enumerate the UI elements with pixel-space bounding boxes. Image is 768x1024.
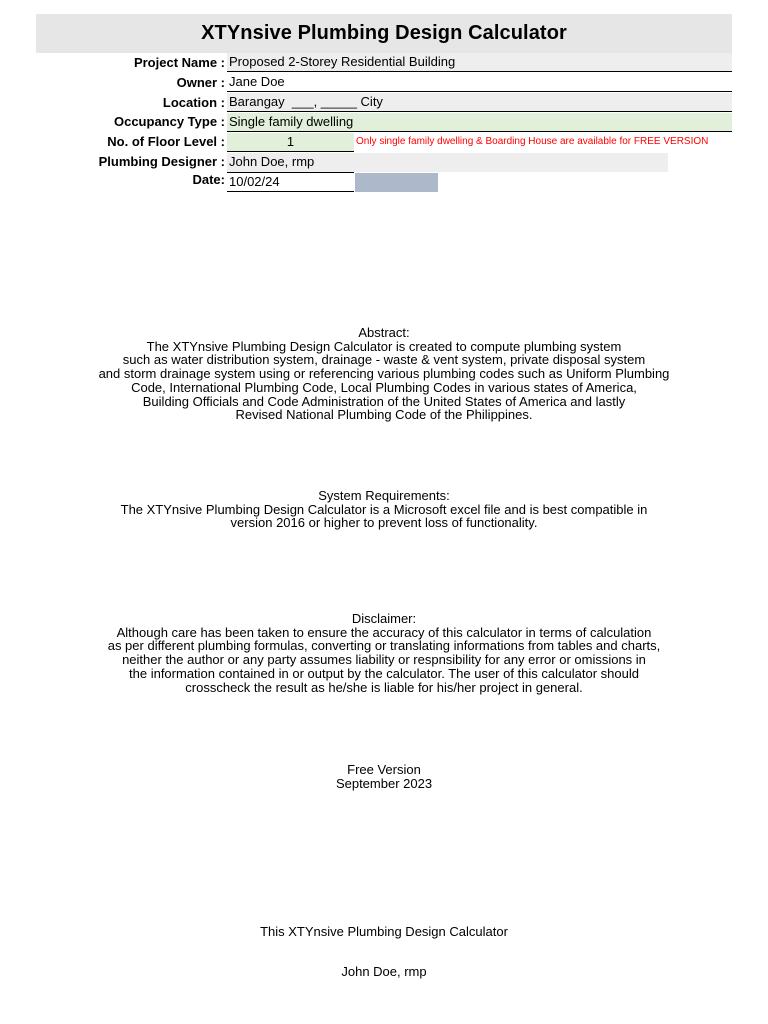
requirements-line: The XTYnsive Plumbing Design Calculator is a Microsoft excel file and is best compatible in <box>120 501 648 517</box>
plumbing-designer-label: Plumbing Designer : <box>98 154 225 169</box>
abstract-line: The XTYnsive Plumbing Design Calculator is created to compute plumbing system <box>146 338 622 354</box>
plumbing-designer-field[interactable]: John Doe, rmp <box>227 153 668 172</box>
version-label: Free Version <box>347 762 421 777</box>
occupancy-type-field[interactable]: Single family dwelling <box>227 113 732 132</box>
disclaimer-heading: Disclaimer: <box>351 611 417 626</box>
project-name-field[interactable]: Proposed 2-Storey Residential Building <box>227 53 732 72</box>
footer-line: This XTYnsive Plumbing Design Calculator <box>260 924 508 939</box>
project-name-label: Project Name : <box>133 55 225 70</box>
disclaimer-line: Although care has been taken to ensure the accuracy of this calculator in terms of calculation <box>116 624 652 640</box>
abstract-line: Revised National Plumbing Code of the Philippines. <box>235 407 533 423</box>
abstract-section <box>0 326 768 422</box>
owner-field[interactable]: Jane Doe <box>227 73 732 92</box>
requirements-heading: System Requirements: <box>318 488 450 503</box>
abstract-line: Building Officials and Code Administration of the United States of America and lastly <box>142 393 626 409</box>
abstract-heading: Abstract: <box>358 325 410 340</box>
version-date: September 2023 <box>335 775 433 791</box>
abstract-line: and storm drainage system using or referencing various plumbing codes such as Uniform Plumbing <box>98 366 670 382</box>
date-label: Date: <box>192 172 225 187</box>
date-side-cell <box>355 173 438 192</box>
disclaimer-line: neither the author or any party assumes liability or respnsibility for any error or omissions in <box>122 652 646 668</box>
footer-author <box>0 965 768 979</box>
requirements-line: version 2016 or higher to prevent loss of functionality. <box>230 515 538 531</box>
free-version-note: Only single family dwelling & Boarding House are available for FREE VERSION <box>356 136 709 147</box>
title-bar <box>36 14 732 53</box>
location-field[interactable]: Barangay ___, _____ City <box>227 93 732 112</box>
disclaimer-section <box>0 612 768 694</box>
floor-level-field[interactable]: 1 <box>227 133 354 152</box>
version-section <box>0 763 768 790</box>
abstract-line: such as water distribution system, drainage - waste & vent system, private disposal system <box>122 352 646 368</box>
occupancy-type-label: Occupancy Type : <box>113 114 225 129</box>
disclaimer-line: crosscheck the result as he/she is liable for his/her project in general. <box>185 679 583 695</box>
date-field[interactable]: 10/02/24 <box>227 173 354 192</box>
abstract-line: Code, International Plumbing Code, Local Plumbing Codes in various states of America, <box>131 379 637 395</box>
owner-label: Owner : <box>176 75 225 90</box>
location-label: Location : <box>162 95 225 110</box>
disclaimer-line: as per different plumbing formulas, converting or translating informations from tables and charts, <box>107 638 661 654</box>
footer-line: John Doe, rmp <box>341 964 427 979</box>
footer-calculator-name <box>0 925 768 939</box>
floor-level-label: No. of Floor Level : <box>107 134 225 149</box>
disclaimer-line: the information contained in or output by the calculator. The user of this calculator should <box>129 665 639 681</box>
requirements-section <box>0 489 768 530</box>
page-title: XTYnsive Plumbing Design Calculator <box>201 22 567 44</box>
